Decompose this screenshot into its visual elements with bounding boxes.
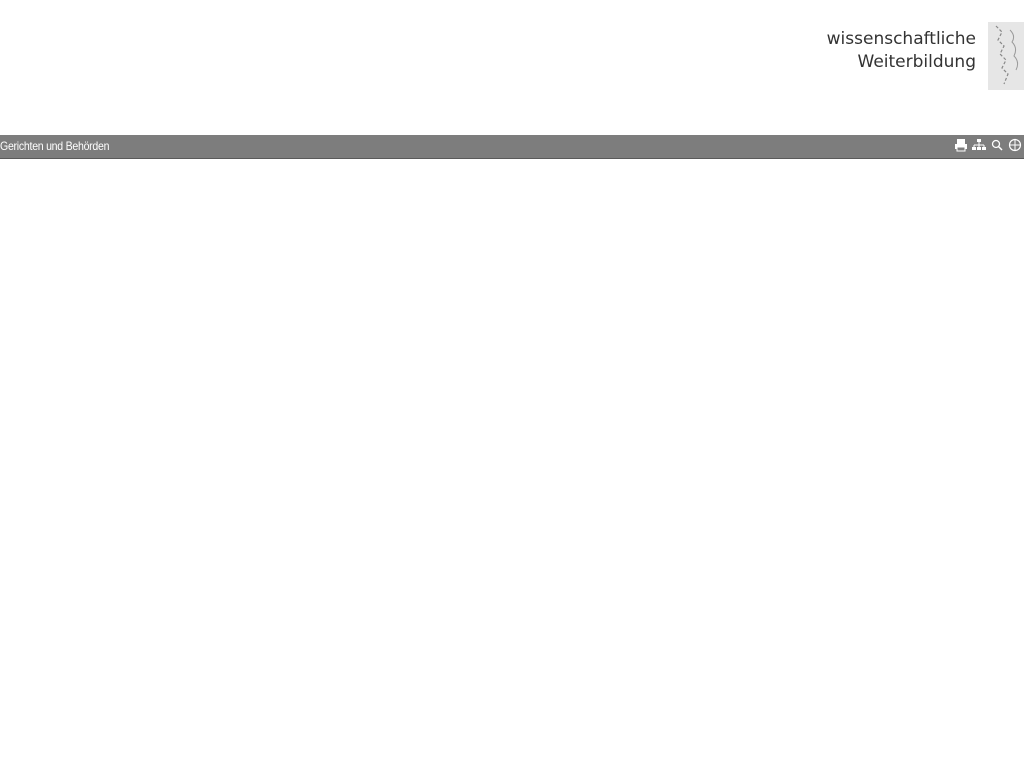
print-icon[interactable] bbox=[954, 137, 968, 153]
logo-text bbox=[827, 28, 976, 74]
accessibility-icon[interactable] bbox=[1008, 137, 1022, 153]
logo-line-1: wissenschaftliche bbox=[826, 29, 976, 49]
logo-map-icon bbox=[988, 22, 1024, 90]
site-logo[interactable] bbox=[764, 0, 1024, 110]
toolbar-icons bbox=[954, 137, 1022, 153]
sitemap-icon[interactable] bbox=[972, 137, 986, 153]
logo-line-2: Weiterbildung bbox=[857, 52, 976, 72]
breadcrumb[interactable]: Gerichten und Behörden bbox=[0, 139, 110, 153]
search-icon[interactable] bbox=[990, 137, 1004, 153]
breadcrumb-bar bbox=[0, 135, 1024, 159]
